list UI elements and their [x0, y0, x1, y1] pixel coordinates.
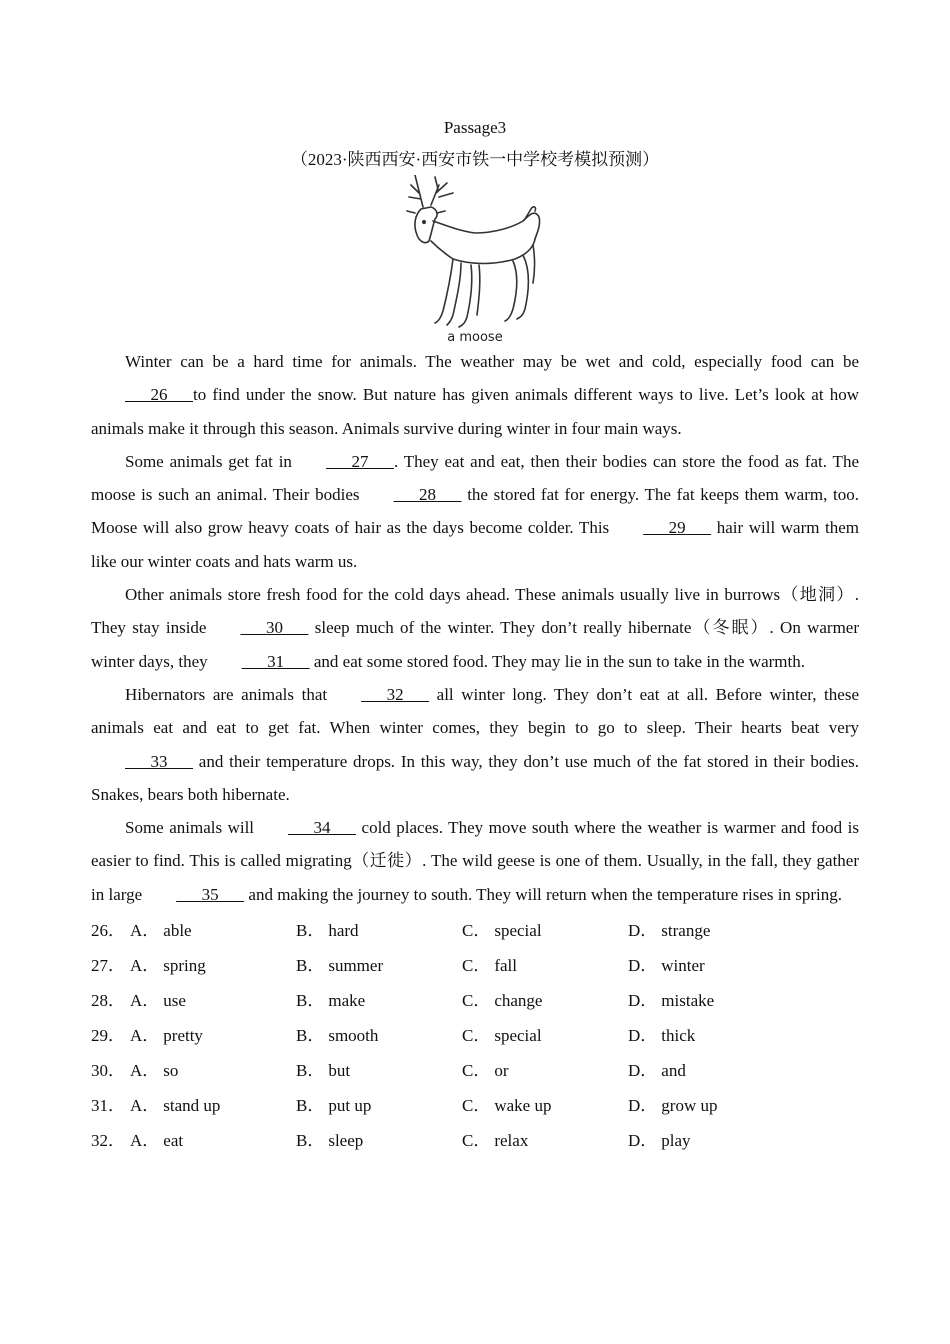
option-text: grow up	[661, 1096, 718, 1116]
option-text: stand up	[163, 1096, 221, 1116]
question-number: 28．	[91, 991, 125, 1011]
answer-blank	[208, 645, 310, 678]
option-text: use	[163, 991, 186, 1011]
option-text: relax	[494, 1131, 529, 1151]
option-letter: A．	[130, 1131, 160, 1151]
option-letter: C．	[462, 1096, 491, 1116]
answer-options	[91, 913, 859, 1158]
option-letter: D．	[628, 921, 658, 941]
passage-text: Some animals get fat in	[125, 451, 292, 471]
passage-text: and making the journey to south. They will return when the temperature rises in spring.	[244, 884, 843, 904]
passage-paragraph	[91, 445, 859, 578]
blank-number: 35	[201, 884, 219, 904]
question-number: 26．	[91, 921, 125, 941]
option-text: fall	[494, 956, 517, 976]
blank-number: 27	[351, 451, 369, 471]
option-letter: D．	[628, 1096, 658, 1116]
option-letter: A．	[130, 956, 160, 976]
answer-option[interactable]	[296, 1018, 462, 1053]
answer-option[interactable]	[462, 1053, 628, 1088]
answer-option[interactable]	[130, 1018, 296, 1053]
answer-option[interactable]	[462, 1088, 628, 1123]
answer-option[interactable]	[296, 1053, 462, 1088]
answer-option[interactable]	[296, 1088, 462, 1123]
answer-option[interactable]	[462, 1123, 628, 1158]
option-text: eat	[163, 1131, 184, 1151]
option-text: winter	[661, 956, 705, 976]
question-row	[91, 913, 859, 948]
option-letter: C．	[462, 956, 491, 976]
passage-text: Hibernators are animals that	[125, 684, 328, 704]
passage-body	[91, 345, 859, 911]
question-number: 31．	[91, 1096, 125, 1116]
blank-number: 26	[150, 385, 168, 405]
blank-number: 31	[267, 651, 285, 671]
answer-option[interactable]	[130, 1088, 296, 1123]
option-letter: D．	[628, 1026, 658, 1046]
answer-blank	[206, 611, 308, 644]
blank-number: 30	[265, 618, 283, 638]
answer-blank	[360, 478, 462, 511]
question-row	[91, 983, 859, 1018]
blank-number: 29	[668, 518, 686, 538]
question-row	[91, 1018, 859, 1053]
blank-number: 32	[386, 684, 404, 704]
option-text: summer	[328, 956, 384, 976]
passage-text: cold places. They move south where the weather is warmer and food is easier to find. This is called migrating（迁徙）. The wild geese is one of them. Usually, in the fall, they gather in large	[91, 818, 859, 904]
answer-option[interactable]	[296, 948, 462, 983]
option-text: pretty	[163, 1026, 203, 1046]
answer-option[interactable]	[296, 913, 462, 948]
answer-option[interactable]	[628, 948, 794, 983]
question-row	[91, 1123, 859, 1158]
blank-number: 28	[419, 485, 437, 505]
passage-paragraph	[91, 678, 859, 811]
answer-blank	[254, 811, 356, 844]
answer-option[interactable]	[628, 1053, 794, 1088]
passage-text: hair will warm them like our winter coats and hats warm us.	[91, 518, 860, 571]
answer-option[interactable]	[130, 1053, 296, 1088]
blank-number: 34	[313, 818, 331, 838]
option-text: hard	[328, 921, 359, 941]
option-letter: A．	[130, 1026, 160, 1046]
answer-option[interactable]	[130, 913, 296, 948]
answer-option[interactable]	[628, 1123, 794, 1158]
option-letter: A．	[130, 921, 160, 941]
option-letter: C．	[462, 921, 491, 941]
figure-caption: a moose	[447, 330, 503, 345]
answer-option[interactable]	[628, 983, 794, 1018]
option-letter: D．	[628, 1131, 658, 1151]
answer-option[interactable]	[628, 913, 794, 948]
option-text: sleep	[328, 1131, 364, 1151]
answer-option[interactable]	[130, 1123, 296, 1158]
answer-option[interactable]	[462, 948, 628, 983]
answer-option[interactable]	[296, 983, 462, 1018]
question-number: 30．	[91, 1061, 125, 1081]
option-letter: B．	[296, 1096, 325, 1116]
passage-text: . They eat and eat, then their bodies can store the food as fat. The moose is such an animal. Their bodies	[91, 451, 859, 505]
passage-text: and their temperature drops. In this way, they don’t use much of the fat stored in their bodies. Snakes, bears both hibernate.	[91, 751, 859, 804]
answer-blank	[327, 678, 429, 711]
option-text: spring	[163, 956, 206, 976]
option-letter: C．	[462, 1061, 491, 1081]
passage-paragraph	[91, 345, 859, 445]
option-text: able	[163, 921, 192, 941]
option-letter: C．	[462, 1026, 491, 1046]
answer-option[interactable]	[628, 1088, 794, 1123]
passage-text: to find under the snow. But nature has given animals different ways to live. Let’s look at how animals make it through this season. Animals survive during winter in four main ways.	[91, 385, 859, 438]
option-text: wake up	[494, 1096, 552, 1116]
option-letter: B．	[296, 921, 325, 941]
blank-number: 33	[150, 751, 168, 771]
passage-text: Winter can be a hard time for animals. The weather may be wet and cold, especially food can be	[125, 352, 859, 371]
moose-illustration-icon	[395, 175, 555, 345]
option-text: mistake	[661, 991, 715, 1011]
option-letter: D．	[628, 1061, 658, 1081]
question-number: 32．	[91, 1131, 125, 1151]
passage-text: the stored fat for energy. The fat keeps them warm, too. Moose will also grow heavy coats of hair as the days become colder. This	[91, 485, 859, 538]
passage-text: Other animals store fresh food for the cold days ahead. These animals usually live in burrows（地洞）. They stay inside	[91, 585, 859, 638]
option-text: so	[163, 1061, 179, 1081]
passage-source: （2023·陕西西安·西安市铁一中学校考模拟预测）	[290, 150, 660, 169]
answer-blank	[292, 445, 394, 478]
answer-option[interactable]	[628, 1018, 794, 1053]
option-letter: C．	[462, 1131, 491, 1151]
passage-paragraph	[91, 811, 859, 911]
option-letter: B．	[296, 1131, 325, 1151]
answer-option[interactable]	[130, 983, 296, 1018]
option-letter: C．	[462, 991, 491, 1011]
option-text: play	[661, 1131, 691, 1151]
option-letter: A．	[130, 1061, 160, 1081]
option-text: special	[494, 921, 542, 941]
passage-text: sleep much of the winter. They don’t really hibernate（冬眠）. On warmer winter days, they	[91, 618, 860, 671]
option-letter: B．	[296, 991, 325, 1011]
question-number: 27．	[91, 956, 125, 976]
answer-blank	[91, 378, 193, 411]
option-text: and	[661, 1061, 686, 1081]
option-letter: A．	[130, 991, 160, 1011]
option-letter: A．	[130, 1096, 160, 1116]
option-text: special	[494, 1026, 542, 1046]
worksheet-page	[91, 116, 859, 1158]
passage-text: and eat some stored food. They may lie in the sun to take in the warmth.	[309, 651, 806, 671]
option-text: or	[494, 1061, 509, 1081]
answer-option[interactable]	[462, 1018, 628, 1053]
answer-blank	[609, 511, 711, 544]
answer-blank	[142, 878, 244, 911]
answer-option[interactable]	[296, 1123, 462, 1158]
answer-blank	[91, 745, 193, 778]
option-letter: B．	[296, 1061, 325, 1081]
option-text: smooth	[328, 1026, 379, 1046]
option-letter: D．	[628, 956, 658, 976]
option-text: thick	[661, 1026, 696, 1046]
option-text: change	[494, 991, 543, 1011]
answer-option[interactable]	[462, 983, 628, 1018]
option-text: put up	[328, 1096, 372, 1116]
option-letter: D．	[628, 991, 658, 1011]
passage-text: all winter long. They don’t eat at all. Before winter, these animals eat and eat to get fat. When winter comes, they begin to go to sleep. Their hearts beat very	[91, 684, 859, 738]
option-letter: B．	[296, 956, 325, 976]
option-text: make	[328, 991, 366, 1011]
passage-text: Some animals will	[125, 818, 255, 838]
question-number: 29．	[91, 1026, 125, 1046]
option-text: but	[328, 1061, 351, 1081]
question-row	[91, 1053, 859, 1088]
question-row	[91, 1088, 859, 1123]
option-text: strange	[661, 921, 711, 941]
passage-title: Passage3	[443, 118, 507, 137]
option-letter: B．	[296, 1026, 325, 1046]
answer-option[interactable]	[130, 948, 296, 983]
question-row	[91, 948, 859, 983]
answer-option[interactable]	[462, 913, 628, 948]
passage-paragraph	[91, 578, 859, 678]
moose-figure	[91, 175, 859, 345]
